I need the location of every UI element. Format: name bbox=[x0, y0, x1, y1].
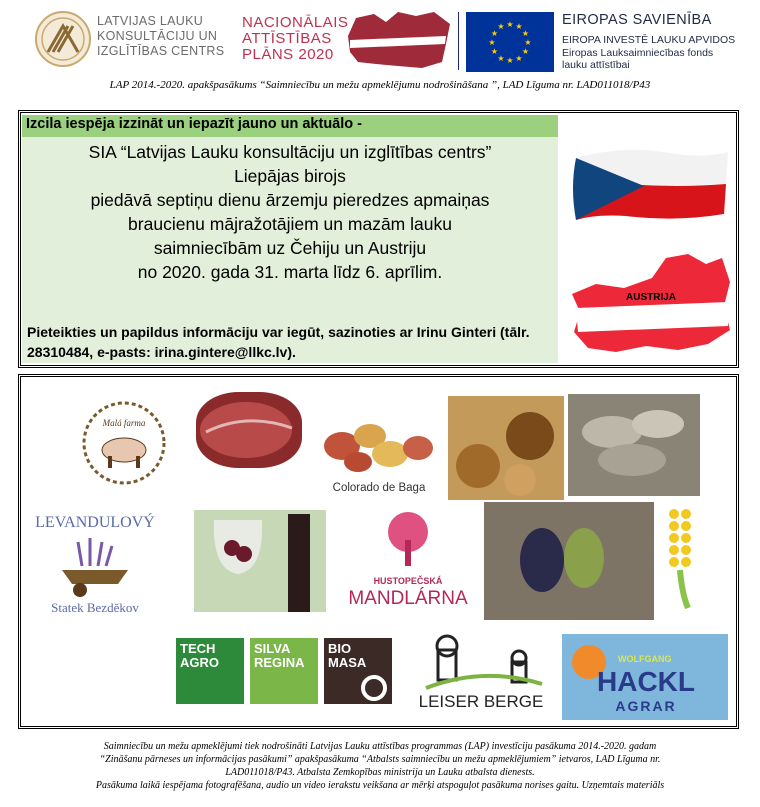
corn-icon bbox=[660, 504, 700, 614]
svg-text:★: ★ bbox=[488, 38, 496, 47]
svg-text:★: ★ bbox=[521, 29, 530, 38]
austria-label: AUSTRIJA bbox=[626, 292, 677, 303]
wine-photo bbox=[194, 510, 326, 612]
levandulovy-statek-logo bbox=[32, 508, 158, 620]
lap-contract-line: LAP 2014.-2020. apakšpasākums “Saimniecību un mežu apmeklējumu nodrošināšana ”, LAD Līguma nr. LAD011018/P43 bbox=[109, 79, 651, 91]
info-line: piedāvā septiņu dienu ārzemju pieredzes apmaiņas bbox=[90, 190, 490, 210]
leiser-berge-label: LEISER BERGE bbox=[418, 692, 544, 711]
eu-flag-icon bbox=[466, 12, 554, 72]
info-line: no 2020. gada 31. marta līdz 6. aprīlim. bbox=[137, 262, 443, 282]
levandulovy-label: LEVANDULOVÝ bbox=[35, 514, 155, 531]
meat-photo bbox=[196, 392, 302, 468]
llkc-name: LATVIJAS LAUKU KONSULTĀCIJU UN IZGLĪTĪBAS CENTRS bbox=[97, 14, 225, 58]
info-main-text bbox=[22, 140, 558, 284]
mushrooms-photo bbox=[568, 394, 700, 496]
snails-photo bbox=[448, 396, 564, 500]
leiser-berge-logo bbox=[404, 628, 558, 720]
tech-agro-label: TECH AGRO bbox=[180, 641, 219, 670]
contact-info: Pieteikties un papildus informāciju var iegūt, sazinoties ar Irinu Ginteri (tālr. 28310484, e-pasts: irina.gintere@llkc.lv). bbox=[27, 324, 530, 360]
svg-text:★: ★ bbox=[524, 38, 532, 47]
llkc-logo-icon bbox=[34, 10, 92, 68]
mala-farma-label: Malá farma bbox=[102, 418, 146, 428]
potato-caption: Colorado de Baga bbox=[332, 482, 426, 494]
info-line: SIA “Latvijas Lauku konsultāciju un izglītības centrs” bbox=[88, 142, 492, 162]
eu-subtitle: EIROPA INVESTĒ LAUKU APVIDOS Eiropas Lauksaimniecības fonds lauku attīstībai bbox=[562, 34, 736, 71]
svg-text:★: ★ bbox=[515, 54, 523, 63]
hackl-agrar-logo bbox=[562, 634, 728, 720]
tech-agro-logo bbox=[176, 638, 244, 704]
mala-farma-logo bbox=[58, 398, 190, 488]
info-line: braucienu mājražotājiem un mazām lauku bbox=[128, 214, 452, 234]
footer-text: Saimniecību un mežu apmeklējumi tiek nodrošināti Latvijas Lauku attīstības programmas (LAP) investīciju pasākuma 2014.-2020. gadam “Zināšanu pārneses un informācijas pasākumi” apakšpasākuma “Atbalsts saimniecību un mežu apmeklējumiem” ietvaros, LAD Līguma nr. LAD011018/P43. Atbalsta Zemkopības ministrija un Lauku atbalsta dienests. Pasākuma laikā iespējama fotografēšana, audio un video ierakstu veikšana ar mērķi atspoguļot pasākuma norises gaitu. Uzņemtais materiāls bbox=[95, 741, 665, 791]
bio-masa-logo bbox=[324, 638, 392, 704]
svg-text:★: ★ bbox=[521, 47, 530, 56]
bio-masa-label: BIO MASA bbox=[328, 641, 367, 670]
hackl-label: HACKL bbox=[597, 666, 695, 697]
mandlarna-label: MANDLÁRNA bbox=[348, 588, 468, 609]
svg-text:★: ★ bbox=[497, 22, 505, 31]
hustopecska-label: HUSTOPEČSKÁ bbox=[373, 576, 443, 586]
svg-text:★: ★ bbox=[515, 22, 523, 31]
eu-divider bbox=[458, 12, 459, 70]
latvia-map-icon bbox=[346, 10, 452, 70]
nap-2020-name: NACIONĀLAIS ATTĪSTĪBAS PLĀNS 2020 bbox=[242, 14, 349, 63]
hustopecska-mandlarna-logo bbox=[334, 508, 482, 612]
grapes-photo bbox=[484, 502, 654, 620]
svg-text:★: ★ bbox=[490, 29, 499, 38]
statek-label: Statek Bezděkov bbox=[51, 600, 139, 615]
agrar-label: AGRAR bbox=[615, 698, 677, 714]
svg-text:★: ★ bbox=[497, 54, 505, 63]
wolfgang-label: WOLFGANG bbox=[618, 654, 672, 664]
eu-title: EIROPAS SAVIENĪBA bbox=[562, 12, 712, 28]
info-headline: Izcila iespēja izzināt un iepazīt jauno un aktuālo - bbox=[26, 116, 362, 132]
austria-map-icon bbox=[566, 248, 734, 360]
silva-regina-logo bbox=[250, 638, 318, 704]
potatoes-photo bbox=[318, 410, 440, 500]
info-line: Liepājas birojs bbox=[234, 166, 346, 186]
czech-flag-icon bbox=[566, 138, 734, 228]
svg-text:★: ★ bbox=[506, 20, 514, 29]
svg-text:★: ★ bbox=[506, 56, 514, 65]
silva-regina-label: SILVA REGINA bbox=[254, 641, 305, 670]
svg-text:★: ★ bbox=[490, 47, 499, 56]
info-line: saimniecībām uz Čehiju un Austriju bbox=[153, 238, 427, 258]
